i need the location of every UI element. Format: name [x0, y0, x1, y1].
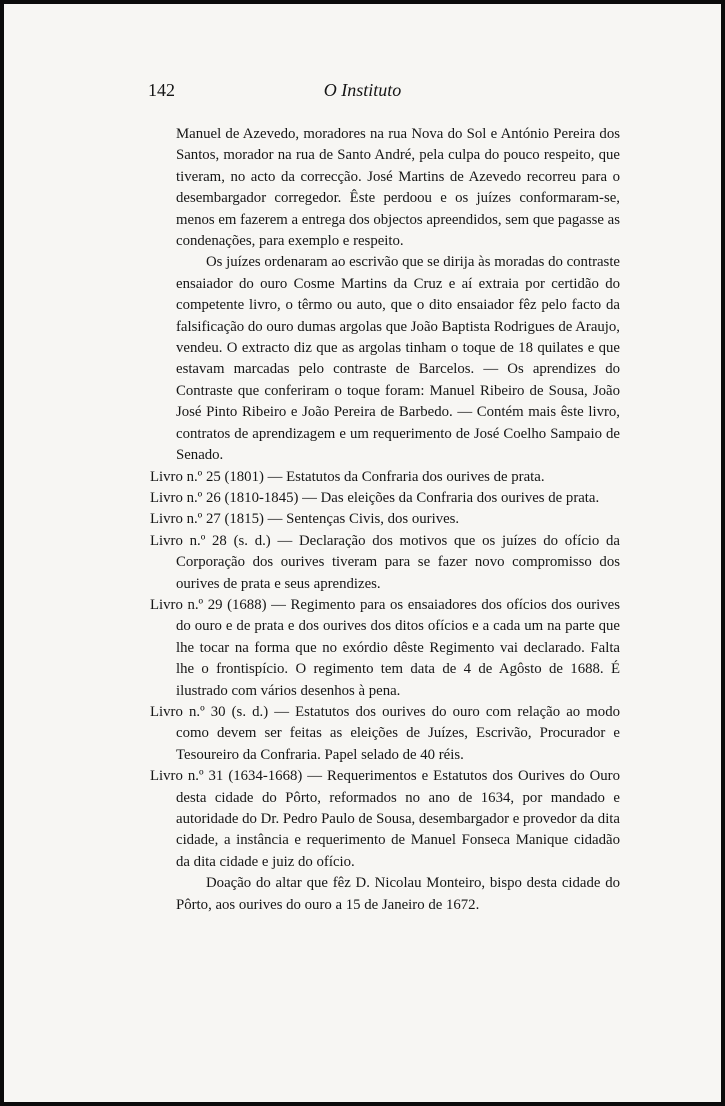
entry-livro-26: Livro n.º 26 (1810-1845) — Das eleições da Confraria dos ourives de prata. — [150, 489, 600, 506]
entry-livro-25: Livro n.º 25 (1801) — Estatutos da Confraria dos ourives de prata. — [150, 468, 545, 485]
page-header — [4, 80, 721, 104]
entry-livro-28: Livro n.º 28 (s. d.) — Declaração dos motivos que os juízes do ofício da Corporação dos ourives tiveram para se fazer novo compromisso dos ourives de prata e seus aprendizes. — [150, 532, 620, 592]
entry-livro-29: Livro n.º 29 (1688) — Regimento para os ensaiadores dos ofícios dos ourives do ouro e de prata e dos ourives dos ditos ofícios e a cada um na parte que lhe tocar na forma que no exórdio dêste Regimento vai declarado. Falta lhe o frontispício. O regimento tem data de 4 de Agôsto de 1688. É ilustrado com vários desenhos à pena. — [150, 596, 620, 699]
entry-livro-31: Livro n.º 31 (1634-1668) — Requerimentos e Estatutos dos Ourives do Ouro desta cidade do Pôrto, reformados no ano de 1634, por mandado e autoridade do Dr. Pedro Paulo de Sousa, desembargador e provedor da dita cidade, a instância e requerimento de Manuel Fonseca Manique cidadão da dita cidade e juiz do ofício. — [150, 768, 620, 870]
running-title: O Instituto — [323, 80, 402, 100]
entry-livro-27: Livro n.º 27 (1815) — Sentenças Civis, dos ourives. — [150, 511, 460, 528]
body-text — [150, 124, 620, 916]
paragraph-juizes: Os juízes ordenaram ao escrivão que se dirija às moradas do contraste ensaiador do ouro Cosme Martins da Cruz e aí extraia por certidão do competente livro, o têrmo ou auto, que o dito ensaiador fêz pelo facto da falsificação do ouro dumas argolas que João Baptista Rodrigues de Araujo, vendeu. O extracto diz que as argolas tinham o toque de 18 quilates e que estavam marcadas pelo contraste de Barcelos. — Os aprendizes do Contraste que conferiram o toque foram: Manuel Ribeiro de Sousa, João José Pinto Ribeiro e João Pereira de Barbedo. — Contém mais êste livro, contratos de aprendizagem e um requerimento de José Coelho Sampaio de Senado. — [176, 254, 620, 464]
entry-livro-30: Livro n.º 30 (s. d.) — Estatutos dos ourives do ouro com relação ao modo como devem ser feitas as eleições de Juízes, Escrivão, Procurador e Tesoureiro da Confraria. Papel selado de 40 réis. — [150, 703, 620, 763]
paragraph-doacao: Doação do altar que fêz D. Nicolau Monteiro, bispo desta cidade do Pôrto, aos ourives do ouro a 15 de Janeiro de 1672. — [176, 875, 620, 913]
paragraph-continuation: Manuel de Azevedo, moradores na rua Nova do Sol e António Pereira dos Santos, morador na rua de Santo André, pela culpa do pouco respeito, que tiveram, no acto da correcção. José Martins de Azevedo recorreu para o desembargador corregedor. Êste perdoou e os juízes conformaram-se, menos em fazerem a entrega dos objectos apreendidos, sem que pagasse as condenações, para exemplo e respeito. — [176, 126, 620, 250]
document-page — [4, 4, 721, 1102]
page-number: 142 — [148, 80, 175, 100]
